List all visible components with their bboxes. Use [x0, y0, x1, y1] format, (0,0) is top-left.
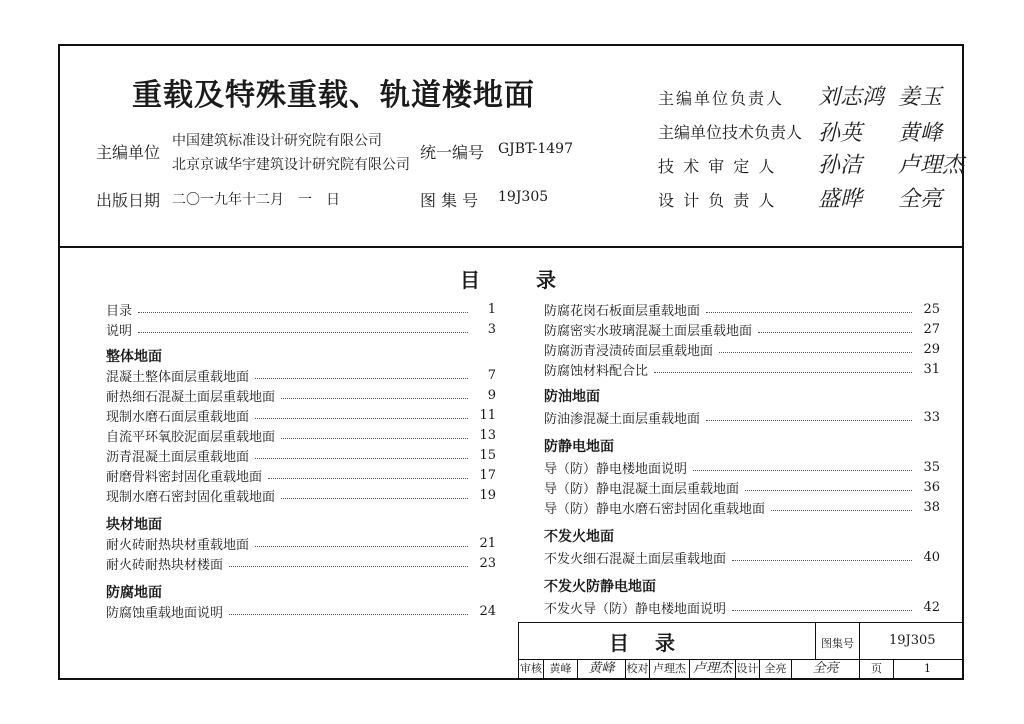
responsible-role-1: 主编单位负责人	[658, 89, 785, 108]
toc-section-nonspark: 不发火地面	[544, 529, 614, 545]
atlas-number-value: 19J305	[498, 189, 549, 205]
toc-entry[interactable]: 混凝土整体面层重载地面 7	[106, 367, 496, 385]
toc-entry[interactable]: 防油渗混凝土面层重载地面 33	[544, 409, 940, 427]
toc-section-static: 防静电地面	[544, 439, 614, 455]
drawing-frame	[58, 44, 964, 680]
toc-entry[interactable]: 防腐密实水玻璃混凝土面层重载地面 27	[544, 321, 940, 339]
title-block-divider	[815, 623, 816, 659]
toc-entry[interactable]: 不发火导（防）静电楼地面说明 42	[544, 599, 940, 617]
toc-entry[interactable]: 耐磨骨料密封固化重载地面 17	[106, 467, 496, 485]
title-block-atlas-value: 19J305	[889, 633, 936, 648]
toc-entry[interactable]: 导（防）静电混凝土面层重载地面 36	[544, 479, 940, 497]
cover-header	[60, 46, 965, 248]
signature-2a: 孙英	[818, 121, 863, 146]
signature-4b: 全亮	[898, 187, 943, 212]
atlas-title: 重载及特殊重载、轨道楼地面	[132, 78, 535, 113]
title-block-top-row	[519, 623, 962, 660]
title-block-title-char-2: 录	[655, 631, 675, 655]
toc-entry[interactable]: 自流平环氧胶泥面层重载地面 13	[106, 427, 496, 445]
editor-label: 主编单位	[96, 143, 161, 162]
signature-3b: 卢理杰	[898, 153, 965, 178]
toc-section-oil: 防油地面	[544, 389, 600, 405]
editor-org-1: 中国建筑标准设计研究院有限公司	[172, 133, 382, 149]
toc-entry[interactable]: 说明 3	[106, 321, 496, 339]
page-label: 页	[859, 659, 893, 679]
code-label: 统一编号	[420, 143, 485, 162]
signature-1b: 姜玉	[898, 85, 943, 110]
toc-entry[interactable]: 耐火砖耐热块材重载地面 21	[106, 535, 496, 553]
toc-entry[interactable]: 不发火细石混凝土面层重载地面 40	[544, 549, 940, 567]
toc-entry[interactable]: 目录 1	[106, 301, 496, 319]
signature-4a: 盛晔	[818, 187, 863, 212]
toc-section-integral: 整体地面	[106, 349, 162, 365]
toc-entry[interactable]: 现制水磨石面层重载地面 11	[106, 407, 496, 425]
responsible-role-3: 技 术 审 定 人	[658, 157, 777, 176]
title-block-atlas-label: 图集号	[821, 637, 854, 650]
review-signature: 黄峰	[577, 659, 625, 679]
review-name: 黄峰	[543, 659, 577, 679]
toc-entry[interactable]: 耐火砖耐热块材楼面 23	[106, 555, 496, 573]
page-number: 1	[893, 659, 961, 679]
toc-entry[interactable]: 导（防）静电楼地面说明 35	[544, 459, 940, 477]
toc-heading-char-1: 目	[460, 268, 480, 292]
signature-1a: 刘志鸿	[818, 85, 885, 110]
title-block-bottom-row	[519, 659, 962, 679]
toc-entry[interactable]: 防腐蚀重载地面说明 24	[106, 603, 496, 621]
review-label: 审核	[520, 662, 542, 675]
design-name: 全亮	[759, 659, 791, 679]
design-signature: 全亮	[791, 659, 859, 679]
toc-entry[interactable]: 防腐沥青浸渍砖面层重载地面 29	[544, 341, 940, 359]
title-block	[518, 622, 962, 680]
responsible-role-2: 主编单位技术负责人	[658, 123, 803, 142]
toc-entry[interactable]: 沥青混凝土面层重载地面 15	[106, 447, 496, 465]
check-name: 卢理杰	[649, 659, 689, 679]
toc-entry[interactable]: 防腐蚀材料配合比 31	[544, 361, 940, 379]
toc-entry[interactable]: 防腐花岗石板面层重载地面 25	[544, 301, 940, 319]
date-label: 出版日期	[96, 191, 161, 210]
title-block-title-char-1: 目	[609, 631, 629, 655]
toc-entry[interactable]: 现制水磨石密封固化重载地面 19	[106, 487, 496, 505]
check-label: 校对	[625, 659, 649, 679]
toc-entry[interactable]: 耐热细石混凝土面层重载地面 9	[106, 387, 496, 405]
atlas-number-label: 图 集 号	[420, 191, 479, 210]
toc-section-block: 块材地面	[106, 517, 162, 533]
design-label: 设计	[735, 659, 759, 679]
toc-section-anticorrosion: 防腐地面	[106, 585, 162, 601]
title-block-divider	[859, 623, 860, 659]
signature-3a: 孙洁	[818, 153, 863, 178]
toc-heading-char-2: 录	[536, 268, 556, 292]
signature-2b: 黄峰	[898, 121, 943, 146]
responsible-role-4: 设 计 负 责 人	[658, 191, 777, 210]
check-signature: 卢理杰	[689, 659, 735, 679]
code-value: GJBT-1497	[498, 141, 573, 157]
editor-org-2: 北京京诚华宇建筑设计研究院有限公司	[172, 157, 410, 173]
toc-section-nonspark-static: 不发火防静电地面	[544, 579, 656, 595]
toc-entry[interactable]: 导（防）静电水磨石密封固化重载地面 38	[544, 499, 940, 517]
date-value: 二〇一九年十二月 一 日	[172, 192, 340, 208]
